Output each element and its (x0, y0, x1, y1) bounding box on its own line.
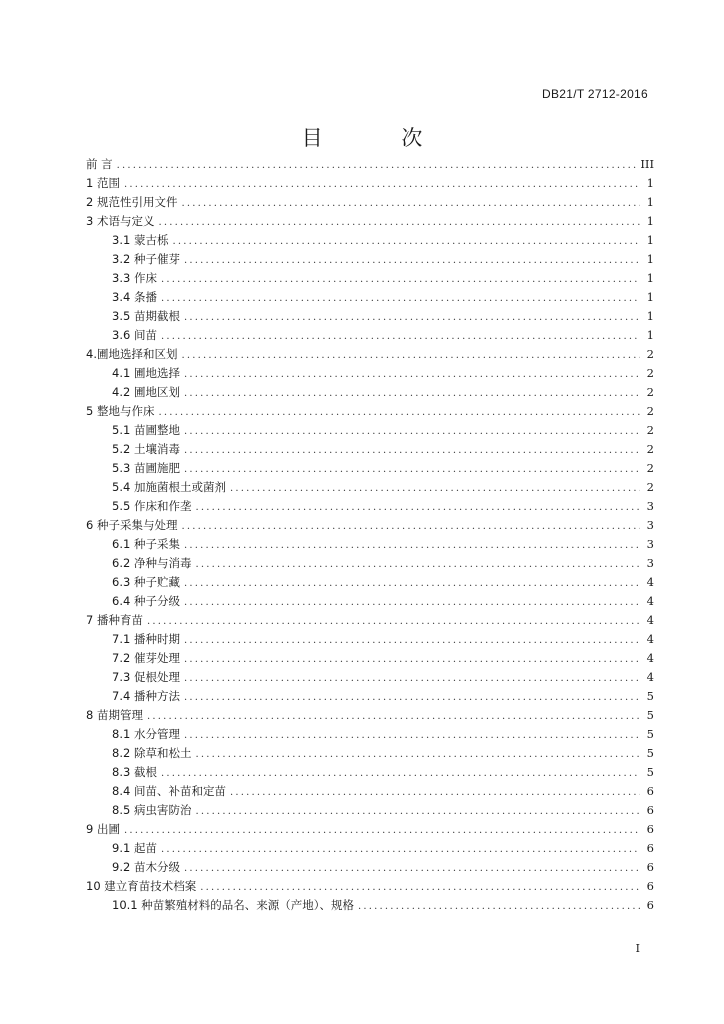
toc-entry[interactable] (86, 364, 654, 383)
toc-entry-page: 1 (646, 328, 654, 342)
dot-leader (161, 840, 640, 859)
toc-entry-page: 5 (646, 746, 654, 760)
dot-leader (184, 688, 640, 707)
toc-entry[interactable] (86, 250, 654, 269)
toc-entry[interactable] (86, 877, 654, 896)
dot-leader (184, 574, 640, 593)
dot-leader (184, 669, 640, 688)
toc-entry[interactable] (86, 896, 654, 915)
toc-entry-label: 9.1 起苗 (112, 841, 157, 855)
dot-leader (184, 650, 640, 669)
dot-leader (195, 498, 640, 517)
toc-entry-label: 4.2 圃地区划 (112, 385, 180, 399)
toc-entry-page: 1 (646, 252, 654, 266)
dot-leader (184, 536, 640, 555)
toc-entry-page: 2 (646, 347, 654, 361)
dot-leader (158, 403, 640, 422)
toc-entry-label: 5.1 苗圃整地 (112, 423, 180, 437)
dot-leader (184, 859, 640, 878)
toc-entry-label: 3.1 蒙古栎 (112, 233, 169, 247)
dot-leader (195, 745, 640, 764)
toc-entry-label: 7 播种育苗 (86, 613, 143, 627)
toc-entry-page: 5 (646, 708, 654, 722)
toc-entry-label: 3.3 作床 (112, 271, 157, 285)
dot-leader (147, 707, 640, 726)
dot-leader (161, 289, 640, 308)
toc-entry[interactable] (86, 839, 654, 858)
toc-entry[interactable] (86, 630, 654, 649)
toc-entry-label: 3.5 苗期截根 (112, 309, 180, 323)
toc-entry[interactable] (86, 725, 654, 744)
dot-leader (117, 156, 637, 175)
toc-entry-label: 9 出圃 (86, 822, 120, 836)
toc-entry-page: 5 (646, 689, 654, 703)
dot-leader (184, 631, 640, 650)
toc-entry-label: 7.4 播种方法 (112, 689, 180, 703)
toc-entry-label: 8.4 间苗、补苗和定苗 (112, 784, 226, 798)
toc-entry-page: 2 (646, 480, 654, 494)
toc-entry[interactable] (86, 440, 654, 459)
dot-leader (161, 270, 640, 289)
toc-entry-label: 6.4 种子分级 (112, 594, 180, 608)
toc-entry-label: 8.2 除草和松土 (112, 746, 192, 760)
toc-entry[interactable] (86, 231, 654, 250)
toc-entry-label: 10.1 种苗繁殖材料的品名、来源（产地）、规格 (112, 898, 355, 912)
toc-entry-label: 7.1 播种时期 (112, 632, 180, 646)
toc-entry-label: 3 术语与定义 (86, 214, 155, 228)
toc-entry-label: 6.1 种子采集 (112, 537, 180, 551)
toc-entry-page: 3 (646, 518, 654, 532)
toc-entry-label: 6.2 净种与消毒 (112, 556, 192, 570)
dot-leader (181, 194, 640, 213)
toc-entry-page: 1 (646, 195, 654, 209)
toc-entry-page: 2 (646, 442, 654, 456)
toc-entry[interactable] (86, 497, 654, 516)
toc-entry-page: 5 (646, 727, 654, 741)
dot-leader (184, 593, 640, 612)
toc-entry-page: 2 (646, 461, 654, 475)
toc-entry-page: 4 (646, 613, 654, 627)
toc-entry[interactable] (86, 706, 654, 725)
dot-leader (200, 878, 640, 897)
dot-leader (184, 251, 640, 270)
page-number: I (635, 942, 640, 955)
toc-entry-page: 4 (646, 575, 654, 589)
toc-entry-label: 3.4 条播 (112, 290, 157, 304)
toc-entry-label: 10 建立育苗技术档案 (86, 879, 197, 893)
toc-entry-label: 4.圃地选择和区划 (86, 347, 178, 361)
toc-entry-page: 1 (646, 309, 654, 323)
toc-entry-page: 6 (646, 841, 654, 855)
toc-entry-page: 1 (646, 233, 654, 247)
dot-leader (184, 460, 640, 479)
toc-entry-label: 8 苗期管理 (86, 708, 143, 722)
toc-entry-page: 6 (646, 898, 654, 912)
dot-leader (124, 175, 640, 194)
toc-entry-page: 2 (646, 385, 654, 399)
toc-entry[interactable] (86, 744, 654, 763)
toc-entry-label: 6.3 种子贮藏 (112, 575, 180, 589)
toc-entry[interactable] (86, 174, 654, 193)
dot-leader (147, 612, 640, 631)
toc-entry-page: 3 (646, 537, 654, 551)
toc-entry-page: 6 (646, 860, 654, 874)
toc-entry[interactable] (86, 345, 654, 364)
toc-entry[interactable] (86, 155, 654, 174)
toc-entry-label: 5.4 加施菌根土或菌剂 (112, 480, 226, 494)
dot-leader (158, 213, 640, 232)
dot-leader (172, 232, 640, 251)
toc-entry[interactable] (86, 326, 654, 345)
toc-entry-label: 1 范围 (86, 176, 120, 190)
document-code: DB21/T 2712-2016 (542, 87, 648, 101)
toc-entry[interactable] (86, 307, 654, 326)
toc-entry-page: III (640, 157, 654, 171)
dot-leader (181, 517, 640, 536)
dot-leader (195, 802, 640, 821)
toc-entry-page: 1 (646, 271, 654, 285)
dot-leader (184, 384, 640, 403)
dot-leader (184, 422, 640, 441)
toc-entry[interactable] (86, 269, 654, 288)
toc-entry-label: 8.3 截根 (112, 765, 157, 779)
toc-entry-page: 6 (646, 879, 654, 893)
toc-entry[interactable] (86, 649, 654, 668)
toc-entry-label: 7.2 催芽处理 (112, 651, 180, 665)
toc-entry[interactable] (86, 763, 654, 782)
toc-entry[interactable] (86, 782, 654, 801)
dot-leader (358, 897, 640, 916)
toc-entry-page: 1 (646, 214, 654, 228)
toc-entry-label: 前 言 (86, 157, 113, 171)
toc-entry-label: 3.6 间苗 (112, 328, 157, 342)
toc-entry-label: 4.1 圃地选择 (112, 366, 180, 380)
toc-entry[interactable] (86, 288, 654, 307)
toc-entry[interactable] (86, 554, 654, 573)
toc-entry-label: 5.3 苗圃施肥 (112, 461, 180, 475)
toc-entry[interactable] (86, 820, 654, 839)
dot-leader (161, 327, 640, 346)
toc-entry[interactable] (86, 383, 654, 402)
toc-entry[interactable] (86, 459, 654, 478)
toc-entry-label: 5.2 土壤消毒 (112, 442, 180, 456)
toc-entry-page: 4 (646, 670, 654, 684)
toc-entry[interactable] (86, 668, 654, 687)
toc-entry[interactable] (86, 687, 654, 706)
toc-entry-page: 2 (646, 404, 654, 418)
toc-entry-page: 4 (646, 651, 654, 665)
toc-entry-label: 8.1 水分管理 (112, 727, 180, 741)
toc-entry-label: 8.5 病虫害防治 (112, 803, 192, 817)
toc-entry-page: 2 (646, 366, 654, 380)
toc-entry-label: 3.2 种子催芽 (112, 252, 180, 266)
table-of-contents (86, 155, 654, 915)
toc-entry-page: 6 (646, 803, 654, 817)
toc-entry-page: 5 (646, 765, 654, 779)
toc-entry-page: 3 (646, 556, 654, 570)
dot-leader (184, 441, 640, 460)
dot-leader (124, 821, 640, 840)
toc-entry[interactable] (86, 573, 654, 592)
toc-entry-page: 4 (646, 632, 654, 646)
dot-leader (184, 726, 640, 745)
toc-entry-label: 5.5 作床和作垄 (112, 499, 192, 513)
dot-leader (230, 783, 640, 802)
dot-leader (195, 555, 640, 574)
toc-entry[interactable] (86, 592, 654, 611)
toc-entry-page: 2 (646, 423, 654, 437)
dot-leader (181, 346, 640, 365)
toc-entry-page: 4 (646, 594, 654, 608)
page-title: 目 次 (301, 126, 459, 150)
toc-entry[interactable] (86, 193, 654, 212)
toc-entry-page: 6 (646, 784, 654, 798)
toc-entry[interactable] (86, 402, 654, 421)
toc-entry[interactable] (86, 801, 654, 820)
dot-leader (161, 764, 640, 783)
toc-entry-page: 3 (646, 499, 654, 513)
toc-entry-label: 6 种子采集与处理 (86, 518, 178, 532)
toc-entry[interactable] (86, 478, 654, 497)
toc-entry[interactable] (86, 421, 654, 440)
toc-entry-label: 2 规范性引用文件 (86, 195, 178, 209)
toc-entry[interactable] (86, 212, 654, 231)
toc-entry[interactable] (86, 611, 654, 630)
toc-entry[interactable] (86, 535, 654, 554)
dot-leader (230, 479, 640, 498)
toc-entry-page: 6 (646, 822, 654, 836)
dot-leader (184, 308, 640, 327)
toc-entry-label: 7.3 促根处理 (112, 670, 180, 684)
toc-entry-page: 1 (646, 290, 654, 304)
toc-entry[interactable] (86, 858, 654, 877)
toc-entry-label: 9.2 苗木分级 (112, 860, 180, 874)
toc-entry[interactable] (86, 516, 654, 535)
toc-entry-page: 1 (646, 176, 654, 190)
dot-leader (184, 365, 640, 384)
toc-entry-label: 5 整地与作床 (86, 404, 155, 418)
